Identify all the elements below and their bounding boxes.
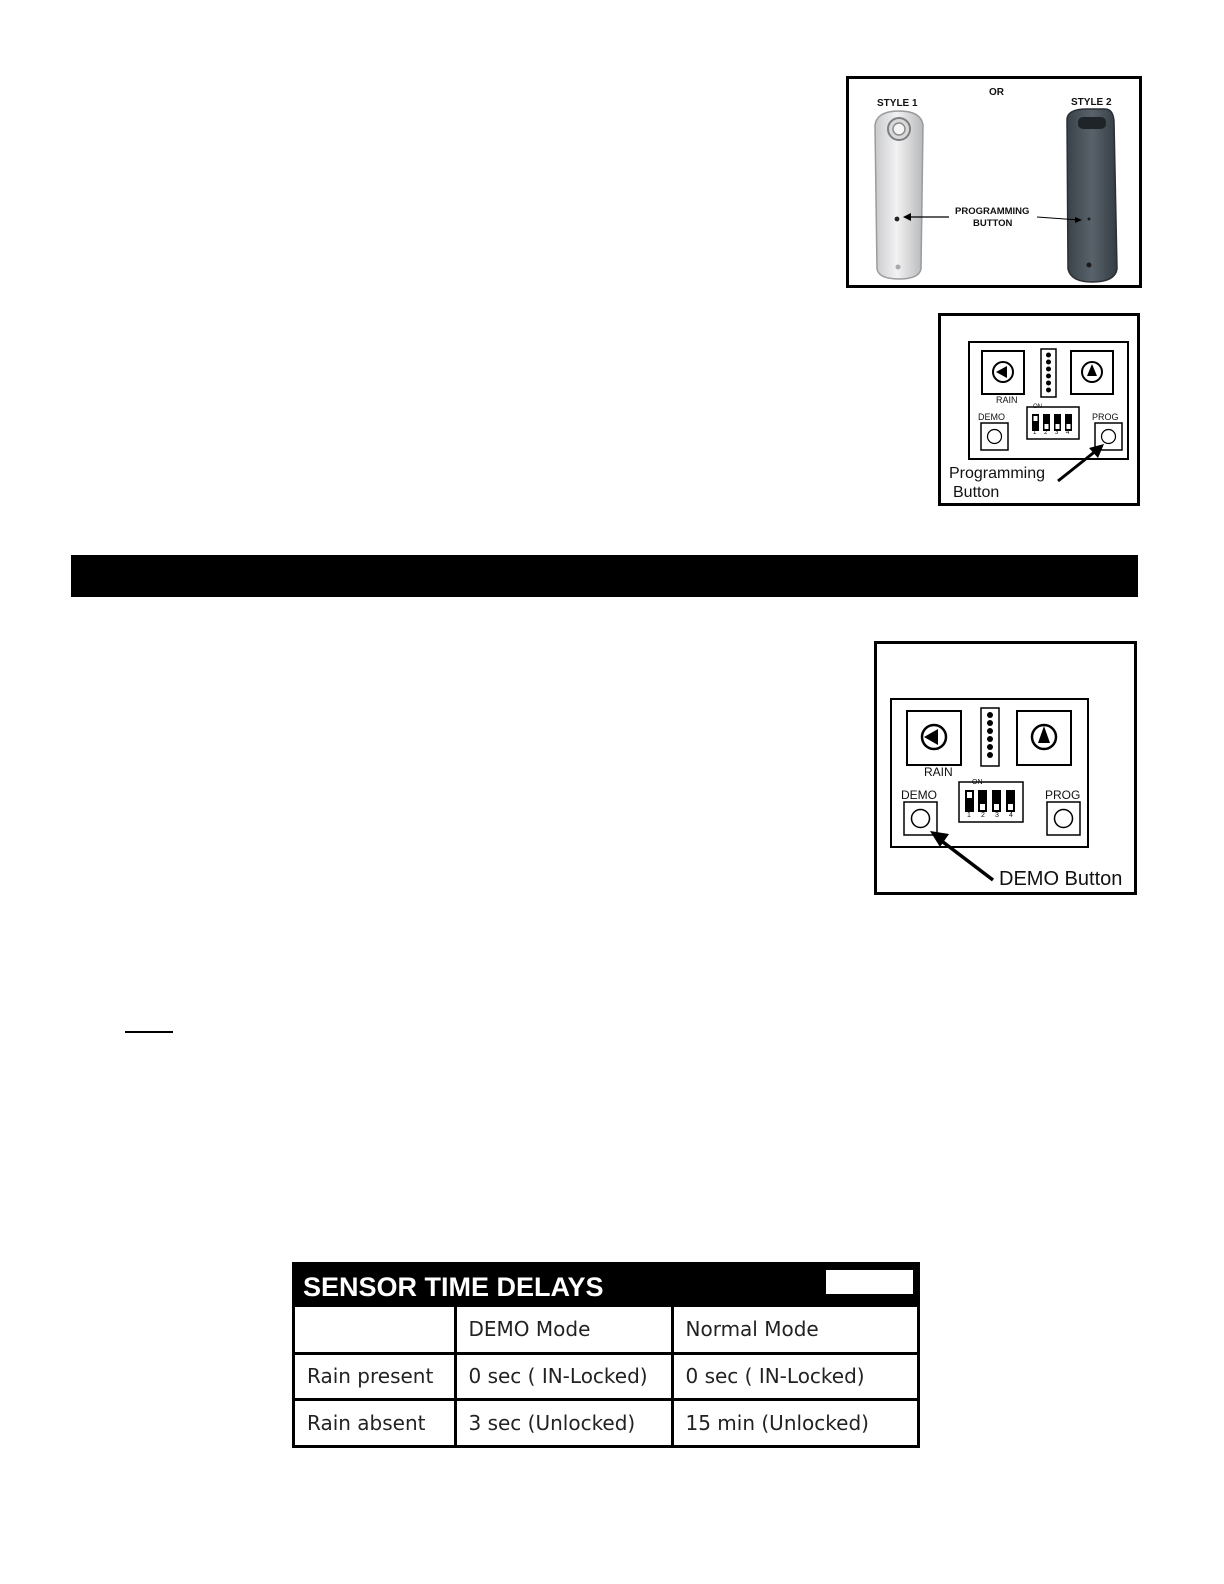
delay-table [295,1307,917,1445]
table-cell: 0 sec ( IN-Locked) [672,1353,917,1399]
dip-on-label: ON [972,779,983,786]
dip-number-4: 4 [1009,812,1013,819]
prog-label: PROG [1045,788,1081,802]
remote-styles-figure [846,76,1142,288]
sensor-time-delays-table [292,1262,920,1448]
table-title: SENSOR TIME DELAYS [303,1272,604,1302]
header-cell: Normal Mode [672,1307,917,1353]
dip-number-3: 3 [1055,430,1059,436]
demo-label: DEMO [901,788,937,802]
dip-number-3: 3 [995,812,999,819]
dip-number-4: 4 [1066,430,1070,436]
or-label: OR [989,87,1004,98]
dip-number-1: 1 [1033,430,1037,436]
table-header-row [295,1307,917,1353]
underline-mark [125,1031,173,1033]
header-cell [295,1307,455,1353]
programming-button-callout-1: PROGRAMMING [955,206,1030,217]
dip-number-2: 2 [981,812,985,819]
table-cell: 3 sec (Unlocked) [455,1399,672,1445]
table-cell: 15 min (Unlocked) [672,1399,917,1445]
programming-button-callout-1: Programming [949,465,1046,482]
style-2-label: STYLE 2 [1071,97,1112,108]
board-programming-figure [938,313,1140,506]
dip-number-2: 2 [1044,430,1048,436]
row-label: Rain absent [295,1399,455,1445]
dip-on-label: ON [1033,404,1042,410]
table-cell: 0 sec ( IN-Locked) [455,1353,672,1399]
remote-illustrations [849,79,1139,285]
dip-number-1: 1 [967,812,971,819]
prog-label: PROG [1092,412,1119,422]
remote-style-1 [875,111,923,279]
programming-button-callout-2: BUTTON [973,218,1013,229]
style-1-label: STYLE 1 [877,98,918,109]
table-row [295,1353,917,1399]
table-title-bar [295,1265,917,1307]
demo-button-callout: DEMO Button [999,868,1123,890]
programming-button-callout-2: Button [953,484,1000,501]
row-label: Rain present [295,1353,455,1399]
title-blank-box [826,1270,913,1294]
board-demo-figure [874,641,1137,895]
rain-label: RAIN [996,395,1018,405]
section-header-bar [71,555,1138,597]
control-board-illustration [877,644,1134,892]
header-cell: DEMO Mode [455,1307,672,1353]
demo-label: DEMO [978,412,1005,422]
remote-style-2 [1067,109,1117,282]
rain-label: RAIN [924,765,953,779]
table-row [295,1399,917,1445]
